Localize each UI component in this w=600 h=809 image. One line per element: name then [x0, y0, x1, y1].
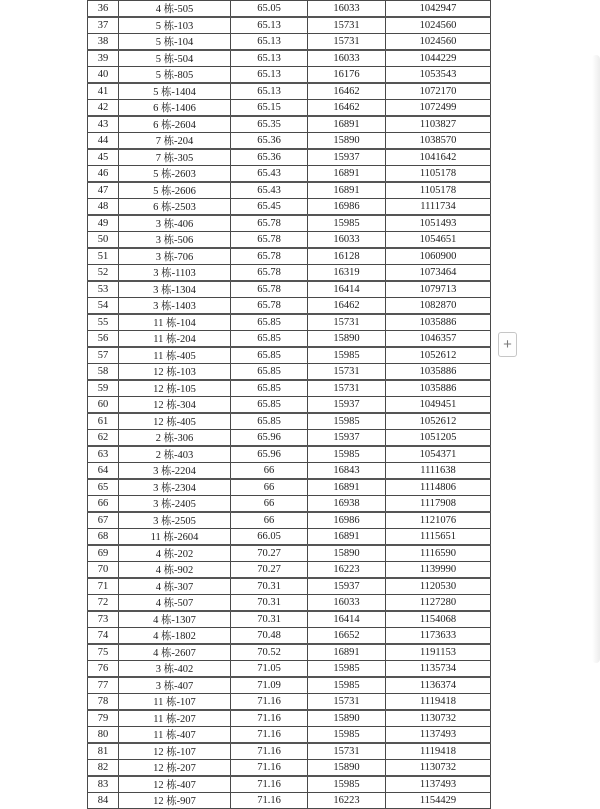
- table-row: [88, 430, 491, 447]
- unit-price-cell: 15937: [308, 578, 386, 595]
- table-row: [88, 562, 491, 579]
- row-number-cell: 80: [88, 727, 119, 744]
- unit-cell: 3 栋-2304: [119, 479, 231, 496]
- total-price-cell: 1105178: [386, 182, 491, 199]
- table-row: [88, 727, 491, 744]
- unit-price-cell: 15731: [308, 364, 386, 381]
- table-row: [88, 67, 491, 84]
- table-row: [88, 677, 491, 694]
- table-row: [88, 545, 491, 562]
- row-number-cell: 62: [88, 430, 119, 447]
- row-number-cell: 71: [88, 578, 119, 595]
- row-number-cell: 38: [88, 34, 119, 51]
- area-cell: 70.31: [231, 578, 308, 595]
- unit-cell: 12 栋-105: [119, 380, 231, 397]
- table-row: [88, 479, 491, 496]
- row-number-cell: 43: [88, 116, 119, 133]
- unit-cell: 6 栋-2503: [119, 199, 231, 216]
- table-row: [88, 611, 491, 628]
- total-price-cell: 1135734: [386, 661, 491, 678]
- area-cell: 65.43: [231, 182, 308, 199]
- total-price-cell: 1111734: [386, 199, 491, 216]
- total-price-cell: 1136374: [386, 677, 491, 694]
- unit-price-cell: 16033: [308, 232, 386, 249]
- area-cell: 66: [231, 463, 308, 480]
- total-price-cell: 1035886: [386, 314, 491, 331]
- unit-cell: 5 栋-504: [119, 50, 231, 67]
- row-number-cell: 36: [88, 1, 119, 18]
- table-row: [88, 199, 491, 216]
- area-cell: 65.13: [231, 50, 308, 67]
- unit-cell: 11 栋-107: [119, 694, 231, 711]
- area-cell: 65.78: [231, 265, 308, 282]
- total-price-cell: 1051205: [386, 430, 491, 447]
- unit-price-cell: 16891: [308, 479, 386, 496]
- row-number-cell: 74: [88, 628, 119, 645]
- table-row: [88, 578, 491, 595]
- unit-cell: 4 栋-507: [119, 595, 231, 612]
- area-cell: 65.85: [231, 314, 308, 331]
- unit-price-cell: 15937: [308, 397, 386, 414]
- unit-price-cell: 16891: [308, 166, 386, 183]
- unit-cell: 11 栋-104: [119, 314, 231, 331]
- unit-price-cell: 15890: [308, 760, 386, 777]
- table-row: [88, 149, 491, 166]
- area-cell: 70.31: [231, 611, 308, 628]
- unit-cell: 7 栋-204: [119, 133, 231, 150]
- table-row: [88, 17, 491, 34]
- unit-price-cell: 16986: [308, 512, 386, 529]
- total-price-cell: 1024560: [386, 17, 491, 34]
- unit-cell: 12 栋-907: [119, 793, 231, 809]
- add-button[interactable]: +: [498, 332, 517, 357]
- unit-cell: 3 栋-1103: [119, 265, 231, 282]
- total-price-cell: 1111638: [386, 463, 491, 480]
- unit-price-cell: 16176: [308, 67, 386, 84]
- area-cell: 65.35: [231, 116, 308, 133]
- unit-cell: 11 栋-207: [119, 710, 231, 727]
- unit-cell: 11 栋-2604: [119, 529, 231, 546]
- row-number-cell: 72: [88, 595, 119, 612]
- total-price-cell: 1120530: [386, 578, 491, 595]
- table-row: [88, 116, 491, 133]
- area-cell: 65.78: [231, 248, 308, 265]
- unit-price-cell: 16891: [308, 116, 386, 133]
- total-price-cell: 1154429: [386, 793, 491, 809]
- total-price-cell: 1117908: [386, 496, 491, 513]
- row-number-cell: 63: [88, 446, 119, 463]
- table-row: [88, 50, 491, 67]
- unit-price-cell: 16891: [308, 644, 386, 661]
- total-price-cell: 1044229: [386, 50, 491, 67]
- table-body: [88, 1, 491, 809]
- unit-price-cell: 15731: [308, 34, 386, 51]
- row-number-cell: 54: [88, 298, 119, 315]
- area-cell: 66: [231, 496, 308, 513]
- unit-cell: 11 栋-204: [119, 331, 231, 348]
- unit-price-cell: 15731: [308, 743, 386, 760]
- unit-cell: 4 栋-307: [119, 578, 231, 595]
- unit-price-cell: 16223: [308, 562, 386, 579]
- row-number-cell: 55: [88, 314, 119, 331]
- row-number-cell: 61: [88, 413, 119, 430]
- row-number-cell: 83: [88, 776, 119, 793]
- total-price-cell: 1035886: [386, 364, 491, 381]
- table-row: [88, 133, 491, 150]
- table-row: [88, 232, 491, 249]
- row-number-cell: 84: [88, 793, 119, 809]
- unit-price-cell: 15985: [308, 215, 386, 232]
- unit-cell: 3 栋-1403: [119, 298, 231, 315]
- area-cell: 65.85: [231, 380, 308, 397]
- row-number-cell: 64: [88, 463, 119, 480]
- total-price-cell: 1154068: [386, 611, 491, 628]
- unit-price-cell: 16462: [308, 298, 386, 315]
- unit-cell: 3 栋-506: [119, 232, 231, 249]
- total-price-cell: 1173633: [386, 628, 491, 645]
- table-row: [88, 644, 491, 661]
- area-cell: 70.31: [231, 595, 308, 612]
- total-price-cell: 1105178: [386, 166, 491, 183]
- unit-price-cell: 15985: [308, 776, 386, 793]
- unit-cell: 5 栋-2603: [119, 166, 231, 183]
- table-row: [88, 298, 491, 315]
- unit-price-cell: 16033: [308, 595, 386, 612]
- area-cell: 71.16: [231, 760, 308, 777]
- table-row: [88, 166, 491, 183]
- row-number-cell: 81: [88, 743, 119, 760]
- row-number-cell: 82: [88, 760, 119, 777]
- area-cell: 65.96: [231, 430, 308, 447]
- row-number-cell: 69: [88, 545, 119, 562]
- total-price-cell: 1130732: [386, 760, 491, 777]
- unit-cell: 4 栋-505: [119, 1, 231, 18]
- total-price-cell: 1052612: [386, 413, 491, 430]
- area-cell: 65.36: [231, 133, 308, 150]
- unit-cell: 3 栋-2204: [119, 463, 231, 480]
- scroll-edge-shadow: [592, 55, 600, 663]
- total-price-cell: 1041642: [386, 149, 491, 166]
- row-number-cell: 40: [88, 67, 119, 84]
- table-row: [88, 529, 491, 546]
- total-price-cell: 1130732: [386, 710, 491, 727]
- total-price-cell: 1049451: [386, 397, 491, 414]
- row-number-cell: 41: [88, 83, 119, 100]
- total-price-cell: 1052612: [386, 347, 491, 364]
- area-cell: 65.85: [231, 347, 308, 364]
- unit-price-cell: 15890: [308, 710, 386, 727]
- total-price-cell: 1103827: [386, 116, 491, 133]
- total-price-cell: 1119418: [386, 743, 491, 760]
- total-price-cell: 1121076: [386, 512, 491, 529]
- table-row: [88, 1, 491, 18]
- row-number-cell: 51: [88, 248, 119, 265]
- row-number-cell: 57: [88, 347, 119, 364]
- total-price-cell: 1046357: [386, 331, 491, 348]
- total-price-cell: 1137493: [386, 727, 491, 744]
- area-cell: 71.16: [231, 743, 308, 760]
- area-cell: 65.36: [231, 149, 308, 166]
- unit-cell: 3 栋-406: [119, 215, 231, 232]
- area-cell: 70.48: [231, 628, 308, 645]
- unit-price-cell: 16891: [308, 182, 386, 199]
- area-cell: 65.43: [231, 166, 308, 183]
- total-price-cell: 1127280: [386, 595, 491, 612]
- total-price-cell: 1139990: [386, 562, 491, 579]
- area-cell: 65.78: [231, 215, 308, 232]
- row-number-cell: 73: [88, 611, 119, 628]
- row-number-cell: 59: [88, 380, 119, 397]
- unit-cell: 5 栋-103: [119, 17, 231, 34]
- unit-cell: 12 栋-407: [119, 776, 231, 793]
- unit-price-cell: 16938: [308, 496, 386, 513]
- row-number-cell: 42: [88, 100, 119, 117]
- unit-cell: 3 栋-2505: [119, 512, 231, 529]
- unit-price-cell: 15985: [308, 347, 386, 364]
- unit-price-cell: 16128: [308, 248, 386, 265]
- area-cell: 70.27: [231, 562, 308, 579]
- row-number-cell: 56: [88, 331, 119, 348]
- table-row: [88, 314, 491, 331]
- total-price-cell: 1072170: [386, 83, 491, 100]
- area-cell: 71.16: [231, 793, 308, 809]
- row-number-cell: 76: [88, 661, 119, 678]
- area-cell: 71.16: [231, 776, 308, 793]
- row-number-cell: 70: [88, 562, 119, 579]
- unit-price-cell: 15985: [308, 727, 386, 744]
- area-cell: 65.05: [231, 1, 308, 18]
- unit-cell: 2 栋-403: [119, 446, 231, 463]
- total-price-cell: 1038570: [386, 133, 491, 150]
- unit-price-cell: 16462: [308, 100, 386, 117]
- table-row: [88, 331, 491, 348]
- row-number-cell: 77: [88, 677, 119, 694]
- unit-price-cell: 15731: [308, 314, 386, 331]
- table-row: [88, 496, 491, 513]
- total-price-cell: 1079713: [386, 281, 491, 298]
- unit-price-cell: 15937: [308, 430, 386, 447]
- area-cell: 65.13: [231, 83, 308, 100]
- table-row: [88, 694, 491, 711]
- area-cell: 65.78: [231, 232, 308, 249]
- total-price-cell: 1082870: [386, 298, 491, 315]
- row-number-cell: 37: [88, 17, 119, 34]
- area-cell: 66.05: [231, 529, 308, 546]
- unit-price-cell: 15731: [308, 380, 386, 397]
- table-row: [88, 182, 491, 199]
- unit-cell: 2 栋-306: [119, 430, 231, 447]
- total-price-cell: 1060900: [386, 248, 491, 265]
- row-number-cell: 49: [88, 215, 119, 232]
- unit-price-cell: 16891: [308, 529, 386, 546]
- unit-cell: 5 栋-2606: [119, 182, 231, 199]
- table-row: [88, 776, 491, 793]
- total-price-cell: 1042947: [386, 1, 491, 18]
- unit-cell: 11 栋-405: [119, 347, 231, 364]
- table-row: [88, 215, 491, 232]
- unit-cell: 12 栋-103: [119, 364, 231, 381]
- unit-cell: 3 栋-706: [119, 248, 231, 265]
- row-number-cell: 39: [88, 50, 119, 67]
- area-cell: 70.52: [231, 644, 308, 661]
- total-price-cell: 1115651: [386, 529, 491, 546]
- table-row: [88, 281, 491, 298]
- table-row: [88, 347, 491, 364]
- unit-cell: 4 栋-902: [119, 562, 231, 579]
- unit-price-cell: 16033: [308, 50, 386, 67]
- area-cell: 65.85: [231, 397, 308, 414]
- table-row: [88, 512, 491, 529]
- table-row: [88, 710, 491, 727]
- row-number-cell: 52: [88, 265, 119, 282]
- unit-price-cell: 16652: [308, 628, 386, 645]
- unit-cell: 11 栋-407: [119, 727, 231, 744]
- total-price-cell: 1024560: [386, 34, 491, 51]
- total-price-cell: 1191153: [386, 644, 491, 661]
- table-row: [88, 265, 491, 282]
- table-row: [88, 364, 491, 381]
- unit-cell: 12 栋-405: [119, 413, 231, 430]
- area-cell: 71.09: [231, 677, 308, 694]
- unit-cell: 5 栋-1404: [119, 83, 231, 100]
- price-table: [87, 0, 491, 809]
- area-cell: 65.85: [231, 364, 308, 381]
- table-row: [88, 628, 491, 645]
- table-row: [88, 397, 491, 414]
- unit-price-cell: 16843: [308, 463, 386, 480]
- unit-cell: 12 栋-207: [119, 760, 231, 777]
- area-cell: 65.45: [231, 199, 308, 216]
- unit-price-cell: 15890: [308, 331, 386, 348]
- unit-price-cell: 15731: [308, 17, 386, 34]
- row-number-cell: 48: [88, 199, 119, 216]
- unit-cell: 6 栋-2604: [119, 116, 231, 133]
- area-cell: 65.78: [231, 298, 308, 315]
- row-number-cell: 53: [88, 281, 119, 298]
- area-cell: 66: [231, 479, 308, 496]
- table-row: [88, 661, 491, 678]
- area-cell: 71.16: [231, 727, 308, 744]
- unit-price-cell: 16414: [308, 611, 386, 628]
- unit-cell: 5 栋-805: [119, 67, 231, 84]
- unit-price-cell: 15985: [308, 446, 386, 463]
- area-cell: 65.13: [231, 17, 308, 34]
- table-row: [88, 446, 491, 463]
- table-row: [88, 34, 491, 51]
- row-number-cell: 44: [88, 133, 119, 150]
- row-number-cell: 60: [88, 397, 119, 414]
- unit-cell: 4 栋-202: [119, 545, 231, 562]
- table-row: [88, 83, 491, 100]
- unit-cell: 4 栋-1307: [119, 611, 231, 628]
- area-cell: 65.15: [231, 100, 308, 117]
- total-price-cell: 1073464: [386, 265, 491, 282]
- unit-price-cell: 15890: [308, 545, 386, 562]
- unit-price-cell: 15985: [308, 661, 386, 678]
- row-number-cell: 58: [88, 364, 119, 381]
- row-number-cell: 78: [88, 694, 119, 711]
- total-price-cell: 1053543: [386, 67, 491, 84]
- table-row: [88, 760, 491, 777]
- table-row: [88, 743, 491, 760]
- total-price-cell: 1116590: [386, 545, 491, 562]
- row-number-cell: 67: [88, 512, 119, 529]
- unit-price-cell: 15890: [308, 133, 386, 150]
- unit-cell: 3 栋-402: [119, 661, 231, 678]
- unit-cell: 3 栋-1304: [119, 281, 231, 298]
- table-row: [88, 413, 491, 430]
- unit-cell: 3 栋-2405: [119, 496, 231, 513]
- row-number-cell: 75: [88, 644, 119, 661]
- table-row: [88, 248, 491, 265]
- area-cell: 71.16: [231, 710, 308, 727]
- area-cell: 65.85: [231, 413, 308, 430]
- unit-price-cell: 15731: [308, 694, 386, 711]
- unit-price-cell: 15985: [308, 677, 386, 694]
- area-cell: 66: [231, 512, 308, 529]
- unit-cell: 4 栋-2607: [119, 644, 231, 661]
- total-price-cell: 1072499: [386, 100, 491, 117]
- unit-cell: 6 栋-1406: [119, 100, 231, 117]
- area-cell: 65.13: [231, 34, 308, 51]
- unit-price-cell: 16462: [308, 83, 386, 100]
- area-cell: 65.96: [231, 446, 308, 463]
- table-row: [88, 793, 491, 809]
- unit-price-cell: 16319: [308, 265, 386, 282]
- row-number-cell: 47: [88, 182, 119, 199]
- total-price-cell: 1054371: [386, 446, 491, 463]
- unit-price-cell: 16033: [308, 1, 386, 18]
- table-row: [88, 595, 491, 612]
- table-row: [88, 463, 491, 480]
- table-row: [88, 100, 491, 117]
- row-number-cell: 45: [88, 149, 119, 166]
- total-price-cell: 1054651: [386, 232, 491, 249]
- unit-cell: 3 栋-407: [119, 677, 231, 694]
- unit-cell: 4 栋-1802: [119, 628, 231, 645]
- unit-cell: 5 栋-104: [119, 34, 231, 51]
- unit-price-cell: 15937: [308, 149, 386, 166]
- unit-price-cell: 16986: [308, 199, 386, 216]
- area-cell: 71.16: [231, 694, 308, 711]
- row-number-cell: 65: [88, 479, 119, 496]
- row-number-cell: 50: [88, 232, 119, 249]
- unit-price-cell: 16414: [308, 281, 386, 298]
- table-row: [88, 380, 491, 397]
- total-price-cell: 1114806: [386, 479, 491, 496]
- area-cell: 65.78: [231, 281, 308, 298]
- area-cell: 65.85: [231, 331, 308, 348]
- unit-cell: 7 栋-305: [119, 149, 231, 166]
- area-cell: 65.13: [231, 67, 308, 84]
- row-number-cell: 46: [88, 166, 119, 183]
- total-price-cell: 1119418: [386, 694, 491, 711]
- area-cell: 70.27: [231, 545, 308, 562]
- row-number-cell: 79: [88, 710, 119, 727]
- unit-cell: 12 栋-304: [119, 397, 231, 414]
- row-number-cell: 68: [88, 529, 119, 546]
- total-price-cell: 1137493: [386, 776, 491, 793]
- unit-cell: 12 栋-107: [119, 743, 231, 760]
- total-price-cell: 1051493: [386, 215, 491, 232]
- area-cell: 71.05: [231, 661, 308, 678]
- unit-price-cell: 16223: [308, 793, 386, 809]
- unit-price-cell: 15985: [308, 413, 386, 430]
- total-price-cell: 1035886: [386, 380, 491, 397]
- row-number-cell: 66: [88, 496, 119, 513]
